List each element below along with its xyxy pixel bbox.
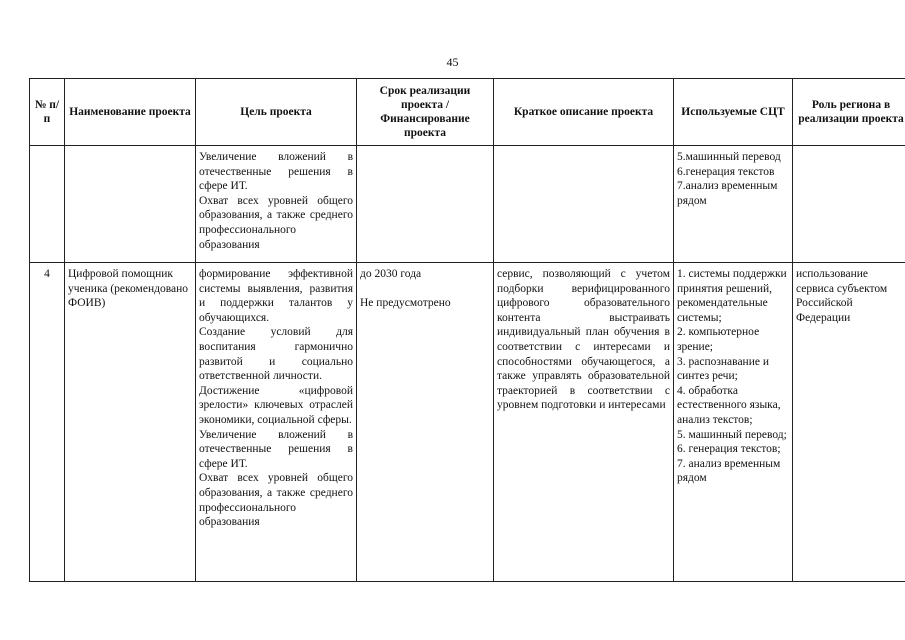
row-role-cell: использование сервиса субъектом Российской Федерации <box>793 263 905 582</box>
tech-item: 4. обработка естественного языка, анализ текстов; <box>677 384 781 426</box>
tech-item: 5.машинный перевод <box>677 151 781 163</box>
page-number: 45 <box>446 55 459 69</box>
tech-item: 7.анализ временным рядом <box>677 180 778 207</box>
tech-item: 1. системы поддержки принятия решений, рекомендательные системы; <box>677 268 787 324</box>
row-tech-cell <box>674 263 793 582</box>
table-row <box>30 146 905 263</box>
goal-paragraph: Охват всех уровней общего образования, а также среднего профессионального образования <box>199 472 353 529</box>
header-name: Наименование проекта <box>65 79 196 146</box>
row-term-cell <box>357 146 494 263</box>
projects-table <box>29 78 905 582</box>
row-num-cell: 4 <box>30 263 65 582</box>
goal-paragraph: Создание условий для воспитания гармонично развитой и социально ответственной личности. <box>199 326 353 383</box>
row-num-cell <box>30 146 65 263</box>
header-goal: Цель проекта <box>196 79 357 146</box>
tech-item: 6.генерация текстов <box>677 165 775 178</box>
term-deadline: до 2030 года <box>360 268 422 280</box>
tech-item: 5. машинный перевод; <box>677 428 787 441</box>
tech-item: 2. компьютерное зрение; <box>677 326 760 353</box>
table-header-row <box>30 79 905 146</box>
row-goal-cell <box>196 146 357 263</box>
row-tech-cell <box>674 146 793 263</box>
row-goal-cell <box>196 263 357 582</box>
row-role-cell <box>793 146 905 263</box>
goal-paragraph: Охват всех уровней общего образования, а также среднего профессионального образования <box>199 194 353 251</box>
header-role: Роль региона в реализации проекта <box>793 79 905 146</box>
goal-paragraph: формирование эффективной системы выявления, развития и поддержки талантов у обучающихся. <box>199 268 353 324</box>
row-description-cell <box>494 146 674 263</box>
row-description-cell: сервис, позволяющий с учетом подборки верифицированного цифрового образовательного контента выстраивать индивидуальный план обучения в соответствии с интересами и способностями обучающегося, а также управлять образовательной траекторией в соответствии с уровнем подготовки и интересами <box>494 263 674 582</box>
header-term: Срок реализации проекта / Финансирование проекта <box>357 79 494 146</box>
term-financing: Не предусмотрено <box>360 296 451 309</box>
goal-paragraph: Увеличение вложений в отечественные решения в сфере ИТ. <box>199 151 353 193</box>
row-name-cell <box>65 146 196 263</box>
tech-item: 6. генерация текстов; <box>677 443 781 456</box>
tech-item: 7. анализ временным рядом <box>677 457 781 485</box>
row-name-cell: Цифровой помощник ученика (рекомендовано ФОИВ) <box>65 263 196 582</box>
header-num: № п/п <box>30 79 65 146</box>
header-description: Краткое описание проекта <box>494 79 674 146</box>
table-row <box>30 263 905 582</box>
row-term-cell <box>357 263 494 582</box>
goal-paragraph: Увеличение вложений в отечественные решения в сфере ИТ. <box>199 428 353 470</box>
goal-paragraph: Достижение «цифровой зрелости» ключевых отраслей экономики, социальной сферы. <box>199 384 353 426</box>
tech-item: 3. распознавание и синтез речи; <box>677 355 769 383</box>
header-tech: Используемые СЦТ <box>674 79 793 146</box>
